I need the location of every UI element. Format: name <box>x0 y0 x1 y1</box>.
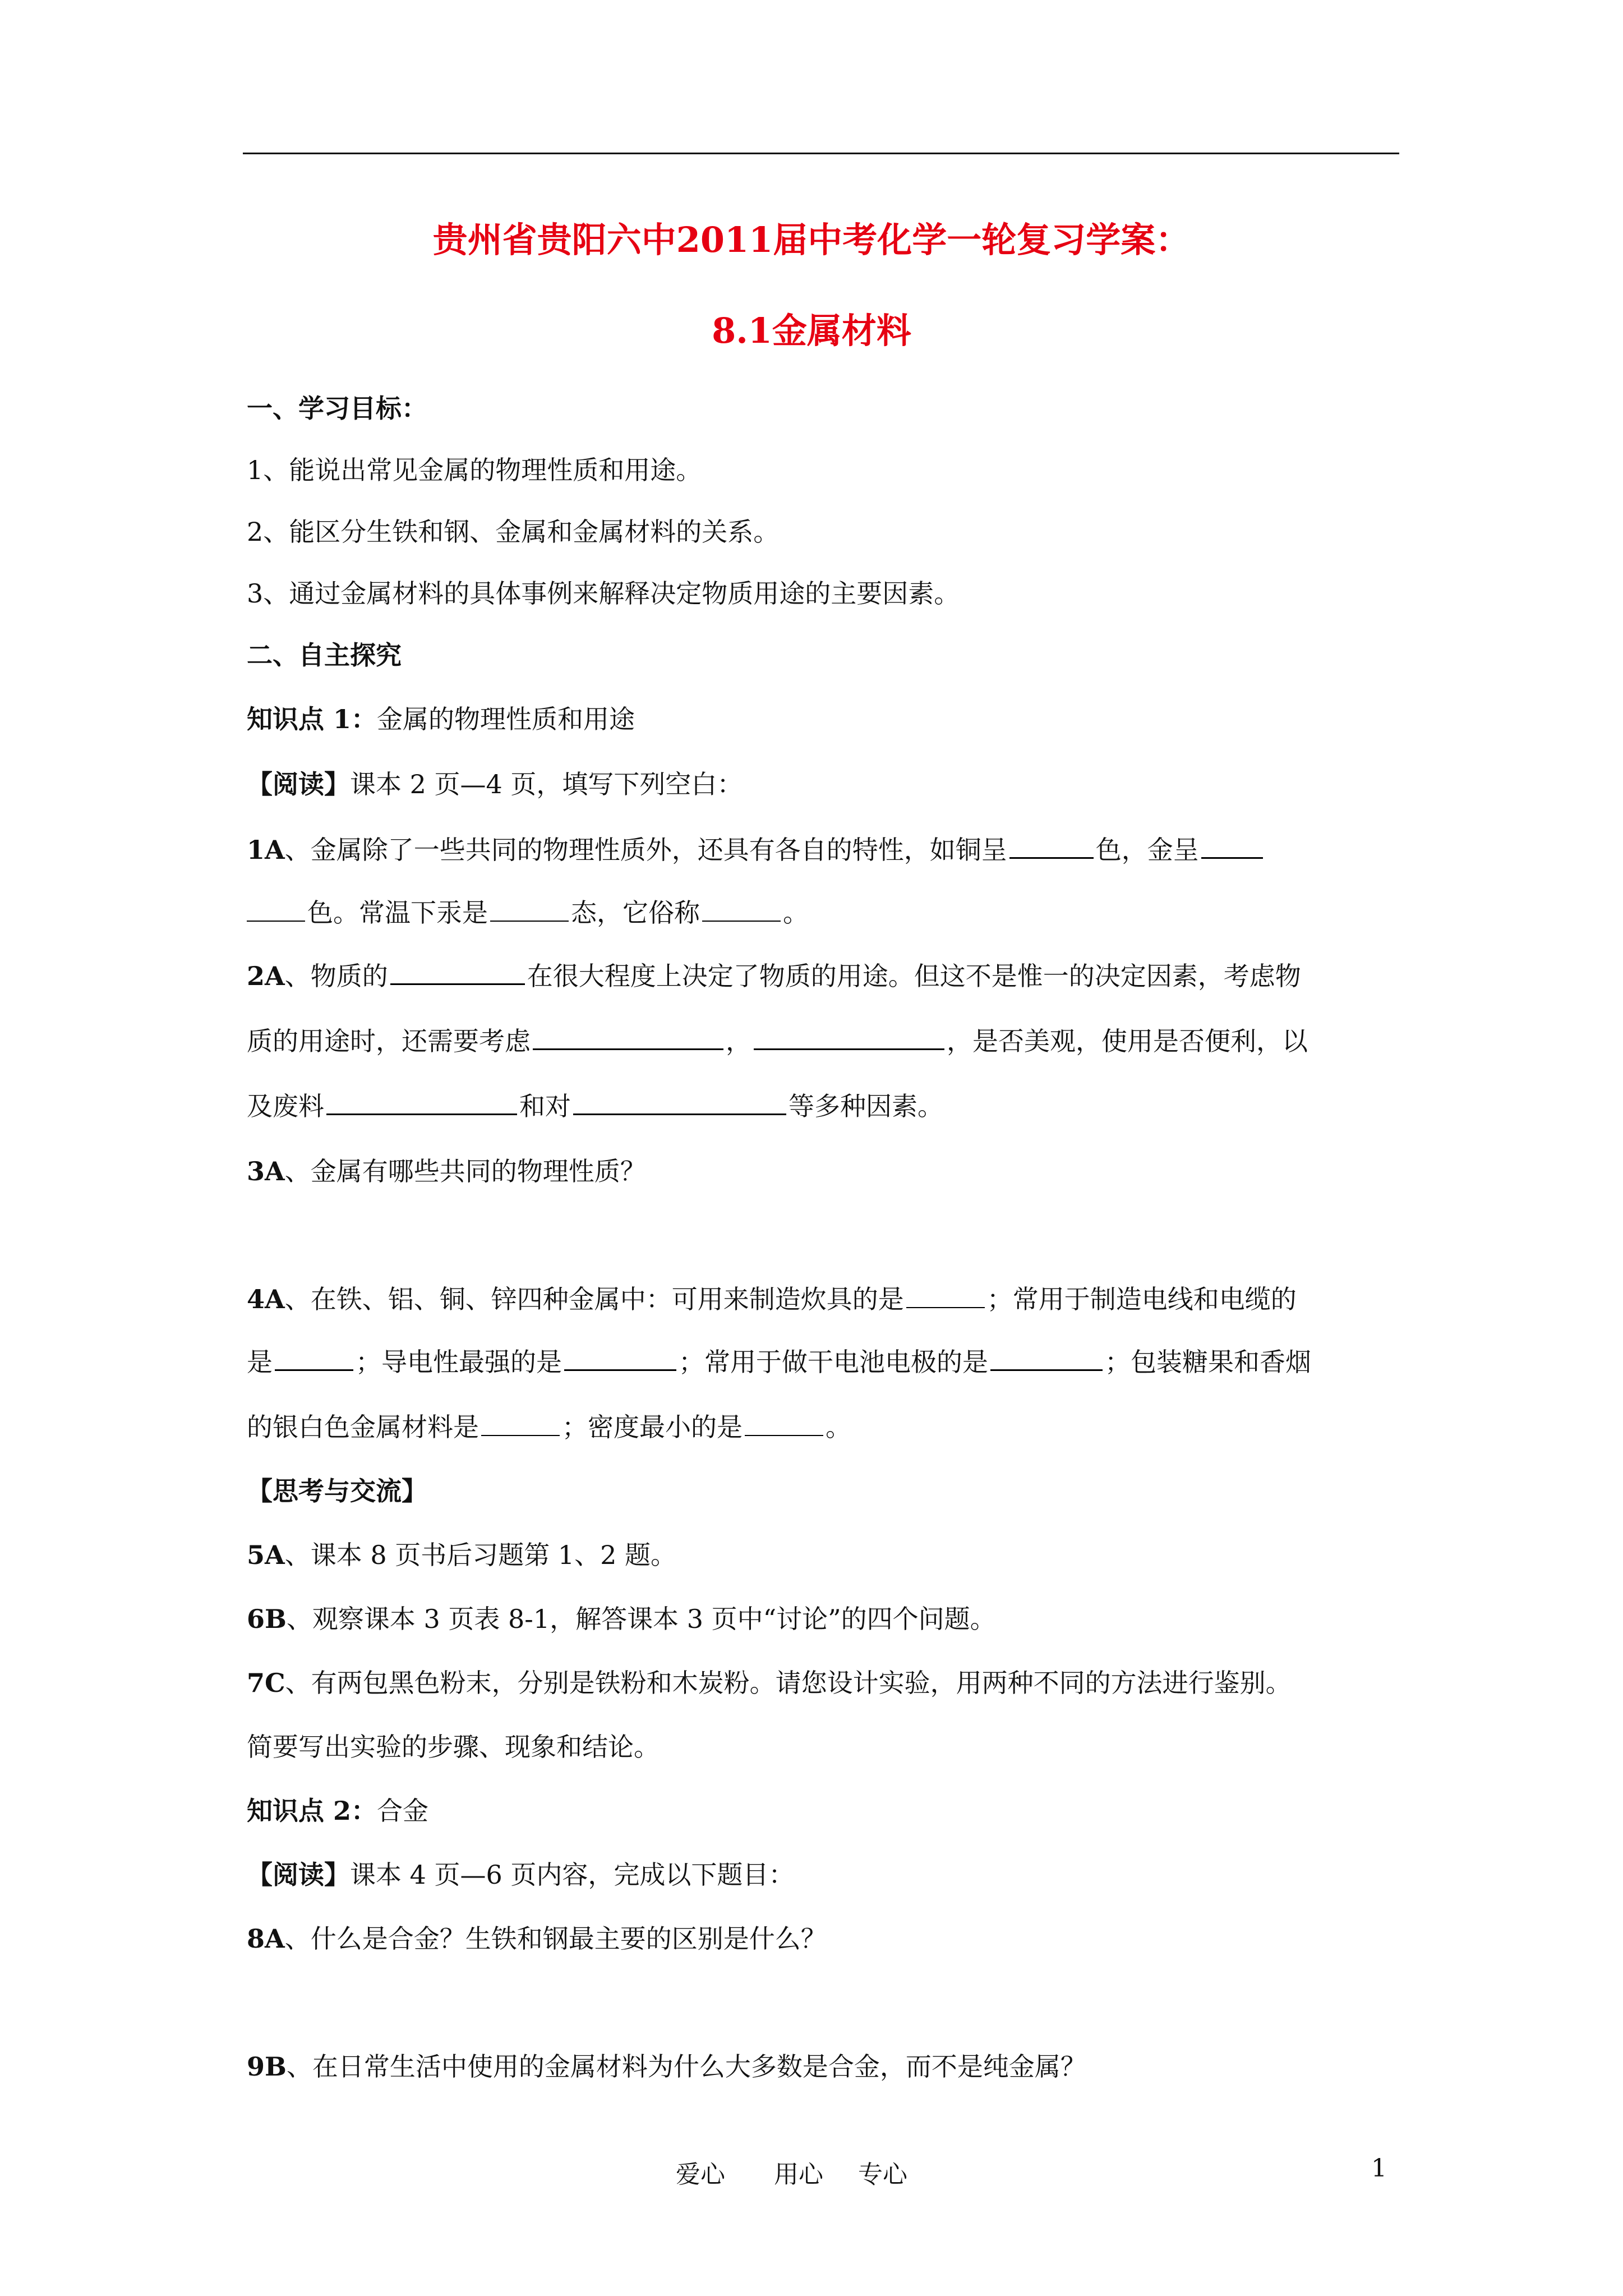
question-number: 9B <box>247 2051 287 2082</box>
fill-blank[interactable] <box>745 1412 823 1436</box>
question-number: 7C <box>247 1668 285 1698</box>
fill-blank[interactable] <box>275 1347 353 1371</box>
page-number: 1 <box>1371 2154 1387 2183</box>
knowledge-point-label: 知识点 1： <box>247 704 377 734</box>
fill-blank[interactable] <box>990 1347 1103 1371</box>
document-title: 贵州省贵阳六中2011届中考化学一轮复习学案： <box>432 219 1191 260</box>
question-3: 3A、金属有哪些共同的物理性质？ <box>247 1156 646 1186</box>
question-2-line-1: 2A、物质的 在很大程度上决定了物质的用途。但这不是惟一的决定因素，考虑物 <box>247 961 1301 991</box>
knowledge-point-1 <box>247 702 635 736</box>
reading-label: 【阅读】 <box>247 769 350 799</box>
question-8: 8A、什么是合金？生铁和钢最主要的区别是什么？ <box>247 1924 827 1954</box>
question-number: 6B <box>247 1604 287 1634</box>
question-1-line-1: 1A、金属除了一些共同的物理性质外，还具有各自的特性，如铜呈 色，金呈 <box>247 833 1265 867</box>
objective-item: 2、能区分生铁和钢、金属和金属材料的关系。 <box>247 517 780 547</box>
question-7-line-1: 7C、有两包黑色粉末，分别是铁粉和木炭粉。请您设计实验，用两种不同的方法进行鉴别。 <box>247 1668 1292 1698</box>
reading-label: 【阅读】 <box>247 1860 350 1890</box>
fill-blank[interactable] <box>754 1026 944 1050</box>
fill-blank[interactable] <box>481 1412 560 1436</box>
section-heading-explore: 二、自主探究 <box>247 640 402 670</box>
fill-blank[interactable] <box>247 898 305 922</box>
fill-blank[interactable] <box>390 961 525 985</box>
question-number: 8A <box>247 1924 285 1954</box>
question-number: 4A <box>247 1284 285 1314</box>
question-number: 5A <box>247 1540 285 1570</box>
fill-blank[interactable] <box>573 1091 786 1115</box>
knowledge-point-label: 知识点 2： <box>247 1796 377 1826</box>
question-7-line-2: 简要写出实验的步骤、现象和结论。 <box>247 1732 660 1762</box>
question-4-line-1: 4A、在铁、铝、铜、锌四种金属中：可用来制造炊具的是 ；常用于制造电线和电缆的 <box>247 1284 1297 1314</box>
question-number: 1A <box>247 835 285 865</box>
think-exchange-heading: 【思考与交流】 <box>247 1476 427 1506</box>
reading-text: 课本 2 页—4 页，填写下列空白： <box>350 769 743 799</box>
reading-text: 课本 4 页—6 页内容，完成以下题目： <box>350 1860 795 1890</box>
reading-instruction-2 <box>247 1858 794 1892</box>
footer-motto-2: 用心 <box>774 2160 823 2189</box>
fill-blank[interactable] <box>490 898 569 922</box>
section-heading-objectives: 一、学习目标： <box>247 393 427 424</box>
question-2-line-2: 质的用途时，还需要考虑 ， ，是否美观，使用是否便利，以 <box>247 1026 1308 1056</box>
question-9: 9B、在日常生活中使用的金属材料为什么大多数是合金，而不是纯金属？ <box>247 2051 1086 2082</box>
knowledge-point-text: 合金 <box>377 1796 429 1826</box>
fill-blank[interactable] <box>326 1091 517 1115</box>
question-2-line-3: 及废料 和对 等多种因素。 <box>247 1091 943 1121</box>
question-4-line-3: 的银白色金属材料是 ；密度最小的是 。 <box>247 1412 851 1442</box>
knowledge-point-2 <box>247 1794 428 1828</box>
document-subtitle: 8.1金属材料 <box>712 310 911 351</box>
objective-item: 3、通过金属材料的具体事例来解释决定物质用途的主要因素。 <box>247 578 960 609</box>
question-5: 5A、课本 8 页书后习题第 1、2 题。 <box>247 1540 676 1570</box>
fill-blank[interactable] <box>906 1285 985 1308</box>
objective-item: 1、能说出常见金属的物理性质和用途。 <box>247 455 702 485</box>
fill-blank[interactable] <box>564 1347 676 1371</box>
reading-instruction-1 <box>247 767 743 801</box>
footer-motto-3: 专心 <box>858 2160 907 2189</box>
question-4-line-2: 是 ；导电性最强的是 ；常用于做干电池电极的是 ；包装糖果和香烟 <box>247 1347 1311 1377</box>
footer-motto-1: 爱心 <box>676 2160 725 2189</box>
header-rule <box>243 153 1399 154</box>
fill-blank[interactable] <box>702 898 781 922</box>
question-number: 2A <box>247 961 285 991</box>
question-number: 3A <box>247 1156 285 1186</box>
question-6: 6B、观察课本 3 页表 8-1，解答课本 3 页中“讨论”的四个问题。 <box>247 1604 996 1634</box>
fill-blank[interactable] <box>1009 835 1094 859</box>
fill-blank[interactable] <box>533 1026 723 1050</box>
fill-blank[interactable] <box>1201 835 1263 859</box>
question-1-line-2: 色。常温下汞是 态，它俗称 。 <box>247 896 809 930</box>
knowledge-point-text: 金属的物理性质和用途 <box>377 704 635 734</box>
